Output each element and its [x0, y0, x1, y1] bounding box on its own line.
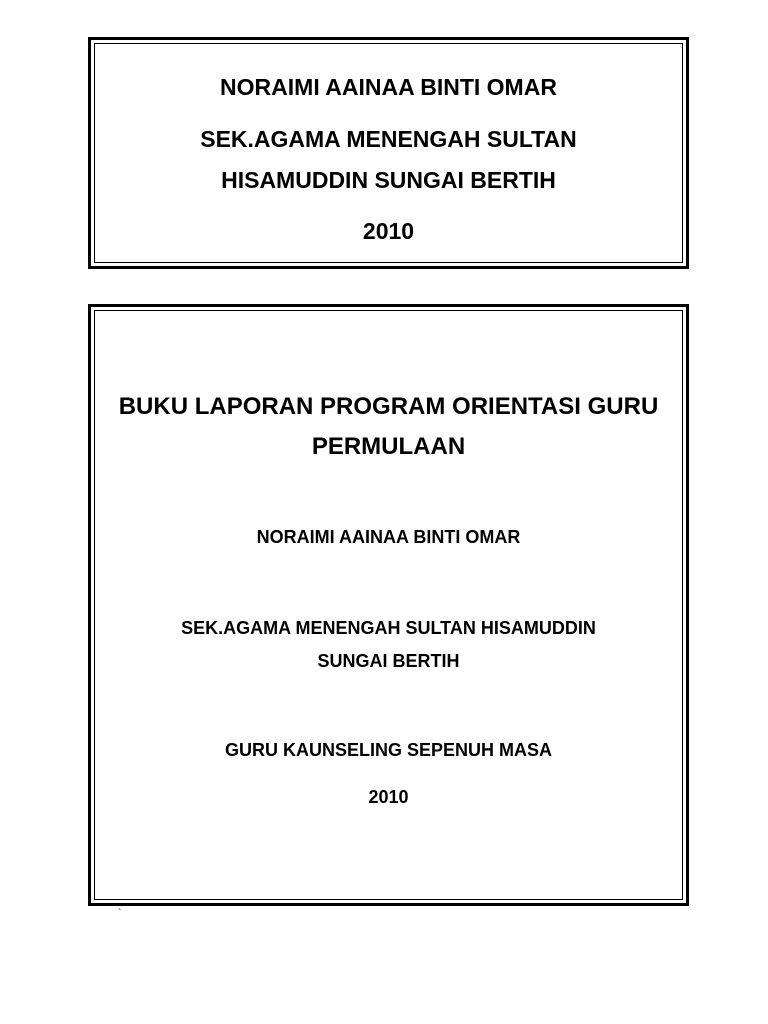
school-line1: SEK.AGAMA MENENGAH SULTAN HISAMUDDIN	[181, 618, 596, 638]
cover-box	[88, 304, 689, 906]
report-title-line2: PERMULAAN	[311, 433, 466, 460]
header-box	[88, 37, 689, 269]
header-school-line2: HISAMUDDIN SUNGAI BERTIH	[221, 167, 556, 193]
header-year: 2010	[362, 218, 415, 244]
stray-mark: `	[118, 908, 122, 919]
school-line2: SUNGAI BERTIH	[317, 651, 460, 671]
cover-year: 2010	[368, 787, 409, 807]
teacher-position: GURU KAUNSELING SEPENUH MASA	[224, 740, 553, 760]
header-school-line1: SEK.AGAMA MENENGAH SULTAN	[200, 126, 577, 152]
report-title-line1: BUKU LAPORAN PROGRAM ORIENTASI GURU	[118, 393, 659, 420]
teacher-name: NORAIMI AAINAA BINTI OMAR	[256, 527, 521, 547]
header-name: NORAIMI AAINAA BINTI OMAR	[220, 74, 557, 100]
